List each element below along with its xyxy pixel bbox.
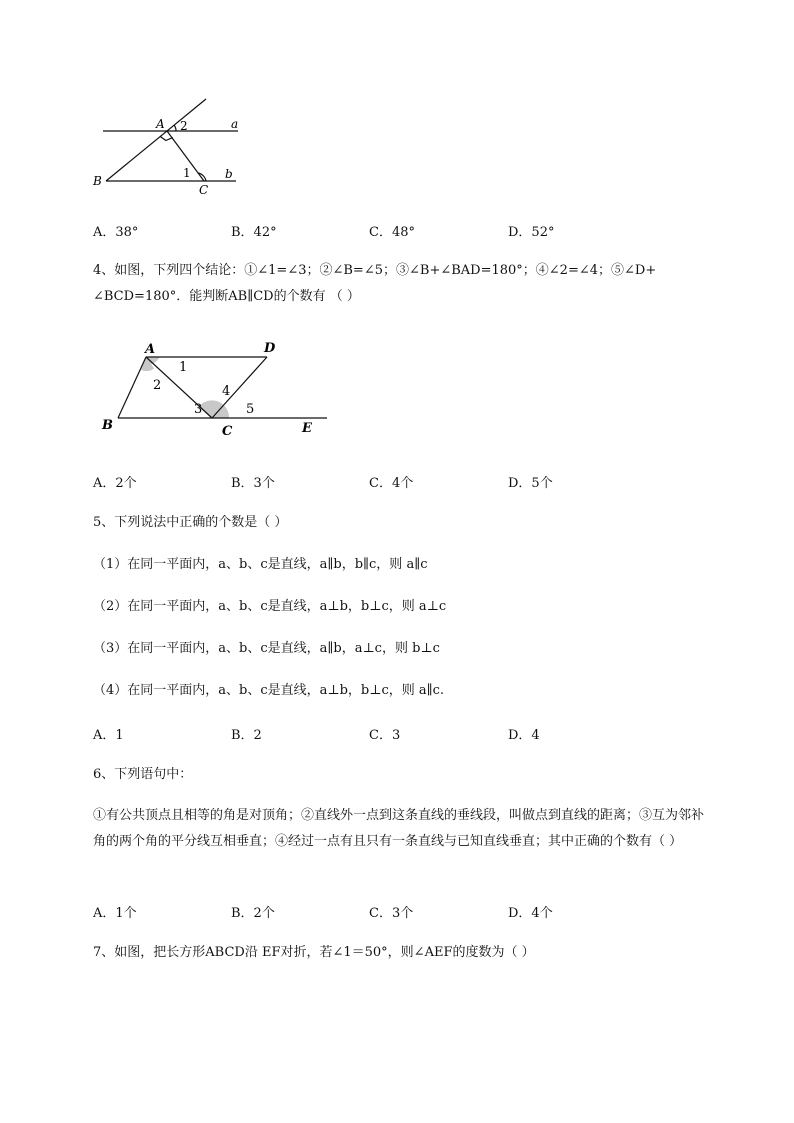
label-2: 2 <box>153 378 162 393</box>
q6-option-d[interactable]: D．4个 <box>508 906 553 921</box>
label-A: A <box>145 342 156 357</box>
q4-stem-line1: 4、如图，下列四个结论：①∠1=∠3；②∠B=∠5；③∠B+∠BAD=180°；④∠2=∠4；⑤∠D+ <box>93 263 657 278</box>
q6-option-a[interactable]: A．1个 <box>93 906 137 921</box>
label-C: C <box>222 424 233 439</box>
label-B: B <box>93 174 102 188</box>
q3-option-c[interactable]: C．48° <box>369 225 415 240</box>
q5-option-a[interactable]: A．1 <box>93 728 124 743</box>
q5-option-b[interactable]: B．2 <box>231 728 262 743</box>
q5-option-c[interactable]: C．3 <box>369 728 401 743</box>
q3-option-b[interactable]: B．42° <box>231 225 277 240</box>
q4-option-b[interactable]: B．3个 <box>231 476 275 491</box>
q4-option-a[interactable]: A．2个 <box>93 476 137 491</box>
label-2: 2 <box>180 119 188 133</box>
q6-stem: 6、下列语句中： <box>93 767 193 782</box>
label-B: B <box>102 418 113 433</box>
label-D: D <box>264 341 276 356</box>
label-1: 1 <box>183 166 191 180</box>
q4-option-c[interactable]: C．4个 <box>369 476 414 491</box>
q7-stem: 7、如图，把长方形ABCD沿 EF对折，若∠1＝50°，则∠AEF的度数为（ ） <box>93 945 535 960</box>
q4-option-d[interactable]: D．5个 <box>508 476 553 491</box>
figure-parallelogram <box>95 336 335 440</box>
q5-option-d[interactable]: D．4 <box>508 728 540 743</box>
q5-item-4: （4）在同一平面内，a、b、c是直线，a⊥b，b⊥c，则 a∥c. <box>93 683 445 698</box>
label-a: a <box>231 117 239 131</box>
label-5: 5 <box>246 402 255 417</box>
q3-option-d[interactable]: D．52° <box>508 225 555 240</box>
q5-stem: 5、下列说法中正确的个数是（ ） <box>93 515 288 530</box>
q4-stem-line2: ∠BCD=180°．能判断AB∥CD的个数有 （ ） <box>93 289 360 304</box>
label-4: 4 <box>222 384 231 399</box>
label-A: A <box>156 117 165 131</box>
label-1: 1 <box>179 360 188 375</box>
label-3: 3 <box>194 402 203 417</box>
q5-item-3: （3）在同一平面内，a、b、c是直线，a∥b，a⊥c，则 b⊥c <box>93 641 440 656</box>
label-b: b <box>225 167 233 181</box>
figure-parallel-lines <box>88 92 248 202</box>
label-C: C <box>199 183 209 197</box>
q6-paragraph: ①有公共顶点且相等的角是对顶角；②直线外一点到这条直线的垂线段，叫做点到直线的距离；③互为邻补角的两个角的平分线互相垂直；④经过一点有且只有一条直线与已知直线垂直；其中正确的个数有（ ） <box>93 808 705 849</box>
q5-item-1: （1）在同一平面内，a、b、c是直线，a∥b，b∥c，则 a∥c <box>93 557 428 572</box>
label-E: E <box>302 421 312 436</box>
q6-option-c[interactable]: C．3个 <box>369 906 414 921</box>
q6-option-b[interactable]: B．2个 <box>231 906 275 921</box>
q5-item-2: （2）在同一平面内，a、b、c是直线，a⊥b，b⊥c，则 a⊥c <box>93 599 447 614</box>
q3-option-a[interactable]: A．38° <box>93 225 139 240</box>
